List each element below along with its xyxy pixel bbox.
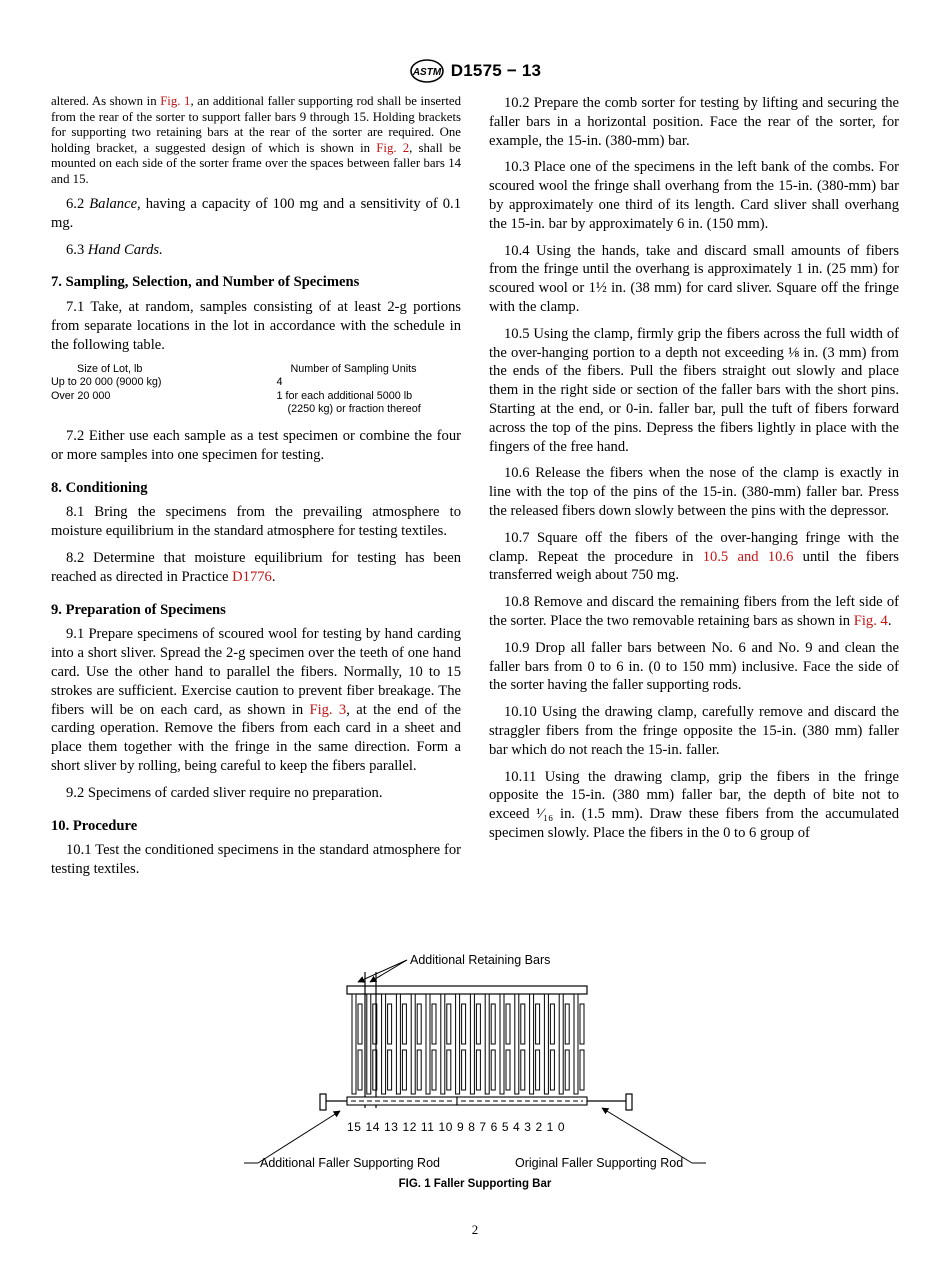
faller-bar <box>559 994 563 1094</box>
section-8-heading: 8. Conditioning <box>51 479 148 496</box>
faller-bar-pins-upper <box>565 1004 569 1044</box>
faller-bar-pins-lower <box>550 1050 554 1090</box>
faller-bar <box>544 994 548 1094</box>
paragraph-10-8: 10.8 Remove and discard the remaining fibers from the left side of the sorter. Place the two removable retaining bars as shown in Fig. 4. <box>489 594 899 629</box>
faller-bar-pins-lower <box>506 1050 510 1090</box>
faller-bar-pins-upper <box>476 1004 480 1044</box>
faller-bar <box>441 994 445 1094</box>
faller-bar-pins-lower <box>580 1050 584 1090</box>
paragraph-10-1: 10.1 Test the conditioned specimens in the standard atmosphere for testing textiles. <box>51 842 461 878</box>
page-number: 2 <box>471 1222 479 1237</box>
faller-bar-pins-lower <box>432 1050 436 1090</box>
table-header-lot: Size of Lot, lb <box>77 362 143 375</box>
faller-bar-pins-upper <box>358 1004 362 1044</box>
faller-bar-numbers: 15 14 13 12 11 10 9 8 7 6 5 4 3 2 1 0 <box>347 1120 566 1134</box>
link-10-5-10-6[interactable]: 10.5 and 10.6 <box>702 548 794 565</box>
faller-bar-pins-lower <box>476 1050 480 1090</box>
faller-bar <box>382 994 386 1094</box>
faller-bar-pins-upper <box>447 1004 451 1044</box>
paragraph-10-7: 10.7 Square off the fibers of the over-hanging fringe with the clamp. Repeat the procedure in 10.5 and 10.6 until the fibers transferred weigh about 750 mg. <box>489 529 899 584</box>
paragraph-10-5: 10.5 Using the clamp, firmly grip the fibers across the full width of the over-hanging portion to a depth not exceeding ⅛ in. (3 mm) from the ends of the fibers. Pull the fibers straight out slowly and place them in the right side or section of the faller bars with the short pins. Starting at the end, or 0-in. faller bar, pull the tuft of fibers forward across the top of the pins. Depress the fibers lightly in place with the fingers of the free hand. <box>489 325 899 455</box>
top-frame <box>347 986 587 994</box>
figure-1 <box>230 938 720 1208</box>
faller-bar-pins-lower <box>402 1050 406 1090</box>
section-7-heading: 7. Sampling, Selection, and Number of Specimens <box>51 274 360 291</box>
sampling-table <box>51 363 461 417</box>
label-additional-faller-rod: Additional Faller Supporting Rod <box>260 1156 440 1170</box>
faller-bar-pins-upper <box>417 1004 421 1044</box>
paragraph-10-10: 10.10 Using the drawing clamp, carefully remove and discard the straggler fibers from the fringe opposite the 15-in. (380 mm) faller bar which do not reach the 15-in. faller. <box>489 704 899 758</box>
faller-bar-pins-lower <box>417 1050 421 1090</box>
link-fig-1[interactable]: Fig. 1 <box>160 94 191 108</box>
paragraph-10-3: 10.3 Place one of the specimens in the left bank of the combs. For scoured wool the fringe shall overhang from the 15-in. (380-mm) bar by approximately one third of its length. Card sliver shall overhang the 15-in. bar by approximately 6 in. (150 mm). <box>489 159 899 232</box>
table-row: Up to 20 000 (9000 kg) 4 <box>51 376 283 389</box>
faller-bar-pins-lower <box>521 1050 525 1090</box>
paragraph-9-2: 9.2 Specimens of carded sliver require no preparation. <box>66 784 383 801</box>
faller-bar-pins-lower <box>462 1050 466 1090</box>
paragraph-10-2: 10.2 Prepare the comb sorter for testing by lifting and securing the faller bars in a horizontal position. Face the rear of the sorter, for example, the 15-in. (380-mm) bar. <box>489 95 899 149</box>
faller-bar-pins-upper <box>462 1004 466 1044</box>
faller-bar-pins-upper <box>536 1004 540 1044</box>
label-additional-retaining-bars: Additional Retaining Bars <box>410 953 551 967</box>
faller-bar-pins-upper <box>388 1004 392 1044</box>
document-id: D1575 − 13 <box>450 61 542 80</box>
label-original-faller-rod: Original Faller Supporting Rod <box>515 1156 684 1170</box>
faller-bar-pins-lower <box>536 1050 540 1090</box>
faller-bar <box>367 994 371 1094</box>
section-9-heading: 9. Preparation of Specimens <box>51 601 226 618</box>
faller-bar <box>352 994 356 1094</box>
faller-bar <box>470 994 474 1094</box>
left-column <box>51 94 461 887</box>
paragraph-6-3: 6.3 Hand Cards. <box>66 241 163 258</box>
paragraph-9-1: 9.1 Prepare specimens of scoured wool for testing by hand carding into a short sliver. Spread the 2-g specimen over the teeth of one hand card. Use the other hand to parallel the fibers. Normally, 10 to 15 strokes are sufficient. Exercise caution to prevent fiber breakage. The fibers will be on each card, as shown in Fig. 3, at the end of the carding operation. Remove the fibers from each card in a sheet and place them together with the fringe in the same direction. Form a short sliver by rolling, being careful to keep the fibers parallel. <box>51 626 462 774</box>
faller-bar <box>530 994 534 1094</box>
faller-bars <box>352 994 584 1094</box>
faller-bar <box>574 994 578 1094</box>
link-fig-4[interactable]: Fig. 4 <box>853 612 888 629</box>
paragraph-7-2: 7.2 Either use each sample as a test specimen or combine the four or more samples into one specimen for testing. <box>51 427 461 463</box>
faller-bar-pins-lower <box>388 1050 392 1090</box>
faller-bar-pins-upper <box>491 1004 495 1044</box>
right-column <box>489 94 899 851</box>
faller-bar-pins-upper <box>580 1004 584 1044</box>
paragraph-10-9: 10.9 Drop all faller bars between No. 6 and No. 9 and clean the faller bars from 0 to 6 in. (0 to 150 mm) inclusive. Face the side of the sorter having the faller supporting rods. <box>489 639 899 694</box>
paragraph-7-1: 7.1 Take, at random, samples consisting of at least 2-g portions from separate locations in the lot in accordance with the schedule in the following table. <box>51 299 461 353</box>
faller-bar-pins-lower <box>565 1050 569 1090</box>
faller-bar <box>396 994 400 1094</box>
faller-bar-pins-upper <box>402 1004 406 1044</box>
paragraph-10-4: 10.4 Using the hands, take and discard small amounts of fibers from the fringe until the overhang is approximately 1 in. (25 mm) for scoured wool or 1½ in. (38 mm) for card sliver. Square off the fringe with the clamp. <box>489 242 899 315</box>
faller-bar-pins-upper <box>550 1004 554 1044</box>
faller-bar-pins-upper <box>432 1004 436 1044</box>
paragraph-10-11: 10.11 Using the drawing clamp, grip the fibers in the fringe opposite the 15-in. (380 mm) faller bar, the depth of bite not to exceed ¹⁄₁₆ in. (1.5 mm). Draw these fibers from the accumulated specimen slowly. Place the fibers in the 0 to 6 group of <box>489 768 899 841</box>
paragraph-6-1-cont: altered. As shown in Fig. 1, an additional faller supporting rod shall be inserted from the rear of the sorter to support faller bars 9 through 15. Holding brackets for supporting two retaining bars at the rear of the sorter are required. One holding bracket, a suggested design of which is shown in Fig. 2, shall be mounted on each side of the sorter frame over the spaces between faller bars 14 and 15. <box>51 94 461 186</box>
faller-bar-pins-upper <box>506 1004 510 1044</box>
faller-bar <box>500 994 504 1094</box>
section-10-heading: 10. Procedure <box>51 817 138 834</box>
rod-end-right <box>626 1094 632 1110</box>
link-d1776[interactable]: D1776 <box>232 568 272 585</box>
paragraph-8-2: 8.2 Determine that moisture equilibrium for testing has been reached as directed in Practice D1776. <box>51 549 461 585</box>
svg-text:ASTM: ASTM <box>412 67 441 78</box>
figure-caption: FIG. 1 Faller Supporting Bar <box>398 1178 552 1190</box>
faller-bar <box>456 994 460 1094</box>
table-row: (2250 kg) or fraction thereof <box>287 403 421 416</box>
faller-bar-pins-lower <box>447 1050 451 1090</box>
rod-end-left <box>320 1094 326 1110</box>
faller-bar <box>426 994 430 1094</box>
table-row: Over 20 000 1 for each additional 5000 lb <box>51 389 413 402</box>
faller-bar-pins-lower <box>358 1050 362 1090</box>
paragraph-6-2: 6.2 Balance, having a capacity of 100 mg and a sensitivity of 0.1 mg. <box>51 196 461 231</box>
paragraph-10-6: 10.6 Release the fibers when the nose of the clamp is exactly in line with the top of the pins of the 15-in. (380-mm) faller bar. Press the released fibers down slowly between the pins with the depressor. <box>489 465 899 519</box>
link-fig-3[interactable]: Fig. 3 <box>309 701 347 718</box>
table-header-units: Number of Sampling Units <box>290 362 417 375</box>
faller-bar <box>515 994 519 1094</box>
link-fig-2[interactable]: Fig. 2 <box>376 140 410 155</box>
faller-bar-pins-lower <box>491 1050 495 1090</box>
faller-bar <box>411 994 415 1094</box>
arrow-original-rod <box>602 1108 692 1163</box>
faller-bar-diagram <box>230 938 720 1178</box>
faller-bar <box>485 994 489 1094</box>
faller-bar-pins-upper <box>521 1004 525 1044</box>
paragraph-8-1: 8.1 Bring the specimens from the prevailing atmosphere to moisture equilibrium in the standard atmosphere for testing textiles. <box>51 504 461 540</box>
page-header <box>0 56 950 86</box>
astm-logo-icon <box>409 58 445 84</box>
